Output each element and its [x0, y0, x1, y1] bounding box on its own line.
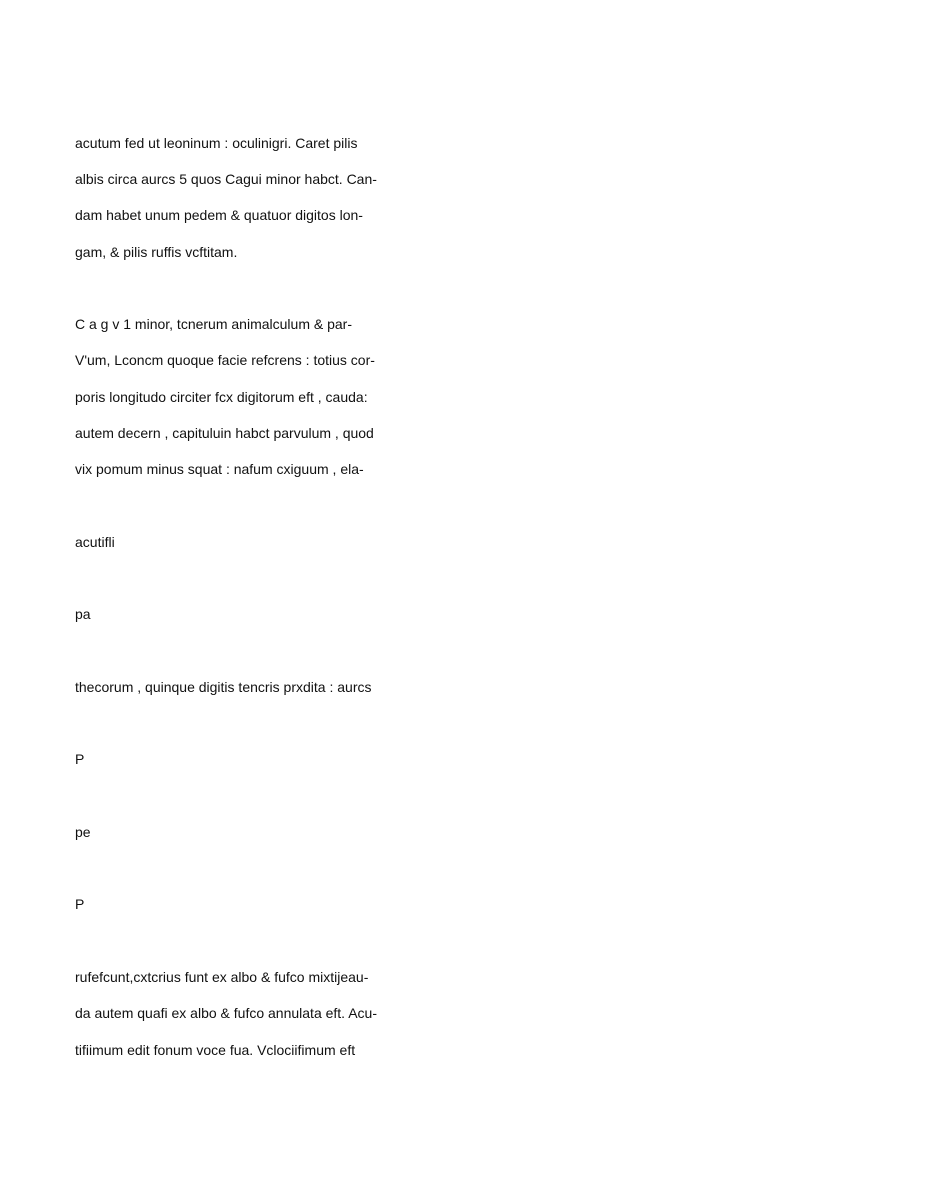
- text-fragment: pa: [75, 606, 91, 622]
- text-line: dam habet unum pedem & quatuor digitos lon-: [75, 207, 363, 223]
- text-line: da autem quafi ex albo & fufco annulata eft. Acu-: [75, 1005, 377, 1021]
- text-line: vix pomum minus squat : nafum cxiguum , ela-: [75, 461, 364, 477]
- text-fragment: acutifli: [75, 534, 115, 550]
- text-line: thecorum , quinque digitis tencris prxdita : aurcs: [75, 679, 372, 695]
- text-line: gam, & pilis ruffis vcftitam.: [75, 244, 238, 260]
- text-fragment: P: [75, 896, 85, 912]
- text-line: autem decern , capituluin habct parvulum , quod: [75, 425, 374, 441]
- text-line: acutum fed ut leoninum : oculinigri. Caret pilis: [75, 135, 358, 151]
- text-line: C a g v 1 minor, tcnerum animalculum & par-: [75, 316, 352, 332]
- text-fragment: P: [75, 751, 85, 767]
- text-line: V'um, Lconcm quoque facie refcrens : totius cor-: [75, 352, 375, 368]
- text-line: tifiimum edit fonum voce fua. Vclociifimum eft: [75, 1042, 356, 1058]
- text-line: poris longitudo circiter fcx digitorum eft , cauda:: [75, 389, 368, 405]
- text-line: albis circa aurcs 5 quos Cagui minor habct. Can-: [75, 171, 377, 187]
- text-fragment: pe: [75, 824, 91, 840]
- text-line: rufefcunt,cxtcrius funt ex albo & fufco mixtijeau-: [75, 969, 369, 985]
